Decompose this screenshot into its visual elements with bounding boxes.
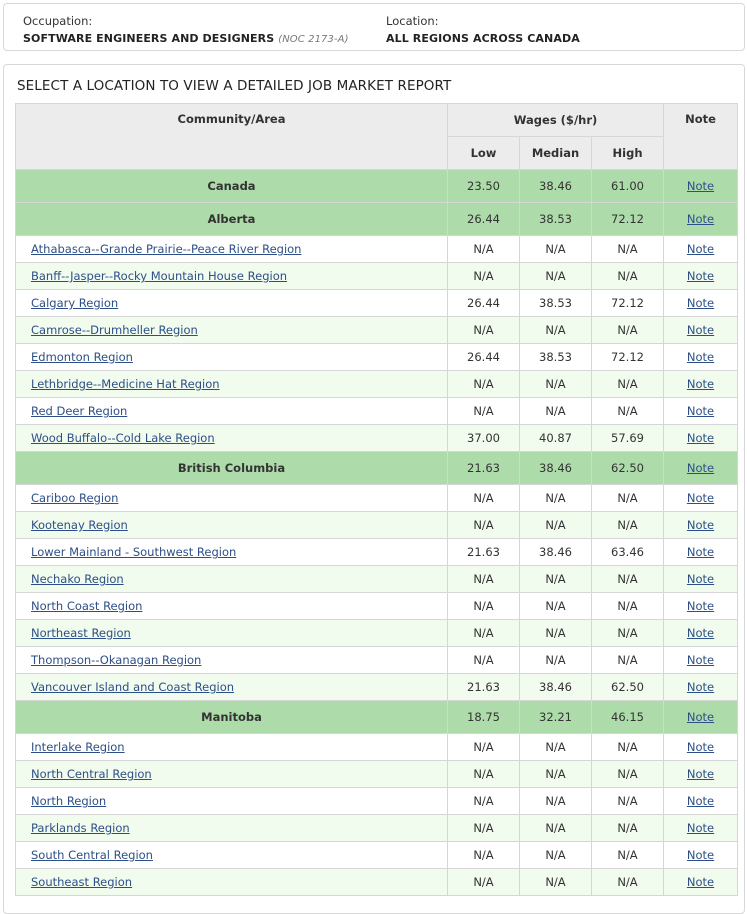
wage-low-cell: N/A (448, 869, 520, 896)
section-title: SELECT A LOCATION TO VIEW A DETAILED JOB MARKET REPORT (17, 78, 452, 94)
note-header: Note (664, 104, 738, 170)
table-row (16, 263, 738, 290)
note-link[interactable]: Note (686, 821, 715, 835)
note-link[interactable]: Note (686, 794, 715, 808)
region-link[interactable]: South Central Region (31, 848, 153, 862)
area-cell (16, 869, 448, 896)
note-cell (664, 701, 738, 734)
wage-low-cell: 26.44 (448, 290, 520, 317)
wage-low-cell: N/A (448, 371, 520, 398)
table-row (16, 371, 738, 398)
table-row (16, 620, 738, 647)
wage-low-cell: N/A (448, 761, 520, 788)
note-cell (664, 620, 738, 647)
wage-low-cell: N/A (448, 317, 520, 344)
note-cell (664, 815, 738, 842)
note-link[interactable]: Note (686, 875, 715, 889)
wage-high-cell: N/A (592, 815, 664, 842)
wage-high-cell: 72.12 (592, 344, 664, 371)
note-link[interactable]: Note (686, 518, 715, 532)
wage-low-cell: N/A (448, 398, 520, 425)
note-cell (664, 263, 738, 290)
note-cell (664, 869, 738, 896)
table-row-province (16, 170, 738, 203)
wage-median-cell: N/A (520, 398, 592, 425)
location-info (386, 14, 580, 45)
wage-median-cell: N/A (520, 761, 592, 788)
note-cell (664, 344, 738, 371)
wage-high-cell: N/A (592, 788, 664, 815)
wage-high-cell: 72.12 (592, 290, 664, 317)
wage-high-cell: N/A (592, 620, 664, 647)
wage-high-cell: N/A (592, 842, 664, 869)
wage-median-cell: 38.46 (520, 170, 592, 203)
note-link[interactable]: Note (686, 545, 715, 559)
area-cell (16, 452, 448, 485)
low-header: Low (448, 137, 520, 170)
area-cell (16, 317, 448, 344)
note-link[interactable]: Note (686, 767, 715, 781)
note-cell (664, 170, 738, 203)
region-link[interactable]: Southeast Region (31, 875, 133, 889)
wage-high-cell: N/A (592, 398, 664, 425)
note-cell (664, 425, 738, 452)
note-cell (664, 317, 738, 344)
table-row (16, 236, 738, 263)
area-cell (16, 674, 448, 701)
wage-median-cell: 38.46 (520, 674, 592, 701)
wage-median-cell: N/A (520, 734, 592, 761)
area-cell (16, 566, 448, 593)
table-row (16, 317, 738, 344)
note-link[interactable]: Note (686, 710, 715, 724)
area-cell (16, 371, 448, 398)
area-cell (16, 425, 448, 452)
area-cell (16, 593, 448, 620)
wage-low-cell: 26.44 (448, 203, 520, 236)
province-name: British Columbia (177, 461, 286, 475)
region-link[interactable]: Calgary Region (31, 296, 119, 310)
wages-header: Wages ($/hr) (448, 104, 664, 137)
table-row (16, 290, 738, 317)
wage-low-cell: N/A (448, 647, 520, 674)
area-cell (16, 485, 448, 512)
wage-median-cell: N/A (520, 788, 592, 815)
note-link[interactable]: Note (686, 431, 715, 445)
region-link[interactable]: Wood Buffalo--Cold Lake Region (31, 431, 215, 445)
area-cell (16, 761, 448, 788)
table-row (16, 788, 738, 815)
occupation-label: Occupation: (23, 14, 93, 28)
wage-low-cell: N/A (448, 485, 520, 512)
region-link[interactable]: Thompson--Okanagan Region (31, 653, 202, 667)
wage-high-cell: 57.69 (592, 425, 664, 452)
note-link[interactable]: Note (686, 179, 715, 193)
note-cell (664, 647, 738, 674)
note-link[interactable]: Note (686, 377, 715, 391)
note-cell (664, 485, 738, 512)
wage-median-cell: 32.21 (520, 701, 592, 734)
wage-low-cell: N/A (448, 566, 520, 593)
note-link[interactable]: Note (686, 269, 715, 283)
note-link[interactable]: Note (686, 296, 715, 310)
note-link[interactable]: Note (686, 491, 715, 505)
location-label: Location: (386, 14, 439, 28)
wage-low-cell: 21.63 (448, 452, 520, 485)
note-cell (664, 674, 738, 701)
note-link[interactable]: Note (686, 740, 715, 754)
table-row (16, 647, 738, 674)
wage-high-cell: 46.15 (592, 701, 664, 734)
area-cell (16, 236, 448, 263)
area-cell (16, 203, 448, 236)
wage-median-cell: N/A (520, 371, 592, 398)
location-value: ALL REGIONS ACROSS CANADA (386, 32, 580, 45)
area-cell (16, 290, 448, 317)
table-row-province (16, 452, 738, 485)
table-row (16, 674, 738, 701)
table-row (16, 485, 738, 512)
area-cell (16, 512, 448, 539)
wage-low-cell: N/A (448, 842, 520, 869)
wage-high-cell: N/A (592, 647, 664, 674)
wage-rows (16, 170, 738, 896)
region-link[interactable]: Red Deer Region (31, 404, 128, 418)
note-link[interactable]: Note (686, 350, 715, 364)
table-row (16, 815, 738, 842)
area-cell (16, 842, 448, 869)
note-cell (664, 566, 738, 593)
occupation-location-summary (3, 3, 745, 51)
region-link[interactable]: Interlake Region (31, 740, 125, 754)
area-cell (16, 344, 448, 371)
region-link[interactable]: Parklands Region (31, 821, 130, 835)
wage-median-cell: N/A (520, 815, 592, 842)
wage-low-cell: 21.63 (448, 674, 520, 701)
table-row (16, 761, 738, 788)
province-name: Manitoba (201, 710, 262, 724)
table-row (16, 869, 738, 896)
noc-code: (NOC 2173-A) (278, 34, 349, 45)
wage-median-cell: 38.53 (520, 203, 592, 236)
note-cell (664, 452, 738, 485)
region-link[interactable]: Nechako Region (31, 572, 124, 586)
wage-median-cell: N/A (520, 593, 592, 620)
wage-median-cell: N/A (520, 512, 592, 539)
region-link[interactable]: North Central Region (31, 767, 152, 781)
table-row (16, 398, 738, 425)
region-link[interactable]: Kootenay Region (31, 518, 128, 532)
area-cell (16, 398, 448, 425)
table-row (16, 539, 738, 566)
note-cell (664, 236, 738, 263)
region-link[interactable]: Athabasca--Grande Prairie--Peace River Region (31, 242, 302, 256)
wage-low-cell: 21.63 (448, 539, 520, 566)
wages-table (15, 103, 738, 896)
occupation-name: SOFTWARE ENGINEERS AND DESIGNERS (23, 32, 275, 45)
wage-median-cell: 38.46 (520, 452, 592, 485)
wage-high-cell: 61.00 (592, 170, 664, 203)
note-cell (664, 512, 738, 539)
wage-high-cell: N/A (592, 371, 664, 398)
wage-high-cell: N/A (592, 761, 664, 788)
province-name: Alberta (207, 212, 256, 226)
table-row (16, 512, 738, 539)
wage-high-cell: 62.50 (592, 452, 664, 485)
note-link[interactable]: Note (686, 323, 715, 337)
region-link[interactable]: North Region (31, 794, 107, 808)
note-cell (664, 761, 738, 788)
note-link[interactable]: Note (686, 212, 715, 226)
area-cell (16, 539, 448, 566)
wage-low-cell: N/A (448, 788, 520, 815)
occupation-info (23, 14, 349, 45)
job-market-panel (3, 64, 745, 914)
table-row-province (16, 203, 738, 236)
wage-high-cell: 72.12 (592, 203, 664, 236)
note-cell (664, 842, 738, 869)
wage-low-cell: N/A (448, 236, 520, 263)
wage-high-cell: N/A (592, 236, 664, 263)
table-row (16, 842, 738, 869)
wage-median-cell: N/A (520, 842, 592, 869)
note-link[interactable]: Note (686, 461, 715, 475)
wage-low-cell: 26.44 (448, 344, 520, 371)
table-row (16, 344, 738, 371)
wage-low-cell: 23.50 (448, 170, 520, 203)
region-link[interactable]: Vancouver Island and Coast Region (31, 680, 235, 694)
region-link[interactable]: North Coast Region (31, 599, 143, 613)
note-link[interactable]: Note (686, 242, 715, 256)
wage-median-cell: N/A (520, 566, 592, 593)
community-area-header: Community/Area (16, 104, 448, 170)
wage-high-cell: N/A (592, 512, 664, 539)
table-row-province (16, 701, 738, 734)
area-cell (16, 170, 448, 203)
note-link[interactable]: Note (686, 848, 715, 862)
area-cell (16, 788, 448, 815)
wage-median-cell: N/A (520, 317, 592, 344)
region-link[interactable]: Northeast Region (31, 626, 131, 640)
area-cell (16, 701, 448, 734)
area-cell (16, 620, 448, 647)
region-link[interactable]: Banff--Jasper--Rocky Mountain House Region (31, 269, 288, 283)
high-header: High (592, 137, 664, 170)
wage-median-cell: 40.87 (520, 425, 592, 452)
table-row (16, 566, 738, 593)
note-link[interactable]: Note (686, 653, 715, 667)
wage-high-cell: N/A (592, 734, 664, 761)
median-header: Median (520, 137, 592, 170)
wage-median-cell: N/A (520, 647, 592, 674)
wage-low-cell: N/A (448, 815, 520, 842)
wage-low-cell: N/A (448, 512, 520, 539)
note-cell (664, 788, 738, 815)
area-cell (16, 815, 448, 842)
wage-median-cell: 38.53 (520, 290, 592, 317)
table-row (16, 734, 738, 761)
area-cell (16, 734, 448, 761)
wage-high-cell: N/A (592, 263, 664, 290)
wage-low-cell: 37.00 (448, 425, 520, 452)
occupation-value (23, 32, 349, 45)
area-cell (16, 647, 448, 674)
wage-median-cell: N/A (520, 869, 592, 896)
note-cell (664, 203, 738, 236)
note-cell (664, 734, 738, 761)
wage-low-cell: N/A (448, 593, 520, 620)
wage-high-cell: N/A (592, 485, 664, 512)
wage-low-cell: N/A (448, 734, 520, 761)
wage-high-cell: 62.50 (592, 674, 664, 701)
wage-median-cell: N/A (520, 263, 592, 290)
wage-median-cell: N/A (520, 236, 592, 263)
wage-low-cell: N/A (448, 620, 520, 647)
region-link[interactable]: Camrose--Drumheller Region (31, 323, 198, 337)
wage-high-cell: N/A (592, 317, 664, 344)
wage-high-cell: N/A (592, 593, 664, 620)
wage-low-cell: N/A (448, 263, 520, 290)
region-link[interactable]: Cariboo Region (31, 491, 119, 505)
region-link[interactable]: Lower Mainland - Southwest Region (31, 545, 237, 559)
note-cell (664, 398, 738, 425)
wage-median-cell: 38.46 (520, 539, 592, 566)
wage-median-cell: N/A (520, 485, 592, 512)
wage-high-cell: N/A (592, 566, 664, 593)
note-link[interactable]: Note (686, 599, 715, 613)
wage-high-cell: N/A (592, 869, 664, 896)
note-link[interactable]: Note (686, 626, 715, 640)
note-cell (664, 290, 738, 317)
region-link[interactable]: Edmonton Region (31, 350, 133, 364)
wage-median-cell: N/A (520, 620, 592, 647)
note-link[interactable]: Note (686, 680, 715, 694)
region-link[interactable]: Lethbridge--Medicine Hat Region (31, 377, 220, 391)
wage-low-cell: 18.75 (448, 701, 520, 734)
wage-high-cell: 63.46 (592, 539, 664, 566)
wage-median-cell: 38.53 (520, 344, 592, 371)
province-name: Canada (207, 179, 256, 193)
table-row (16, 593, 738, 620)
area-cell (16, 263, 448, 290)
note-cell (664, 539, 738, 566)
table-row (16, 425, 738, 452)
note-link[interactable]: Note (686, 572, 715, 586)
note-cell (664, 371, 738, 398)
note-cell (664, 593, 738, 620)
note-link[interactable]: Note (686, 404, 715, 418)
